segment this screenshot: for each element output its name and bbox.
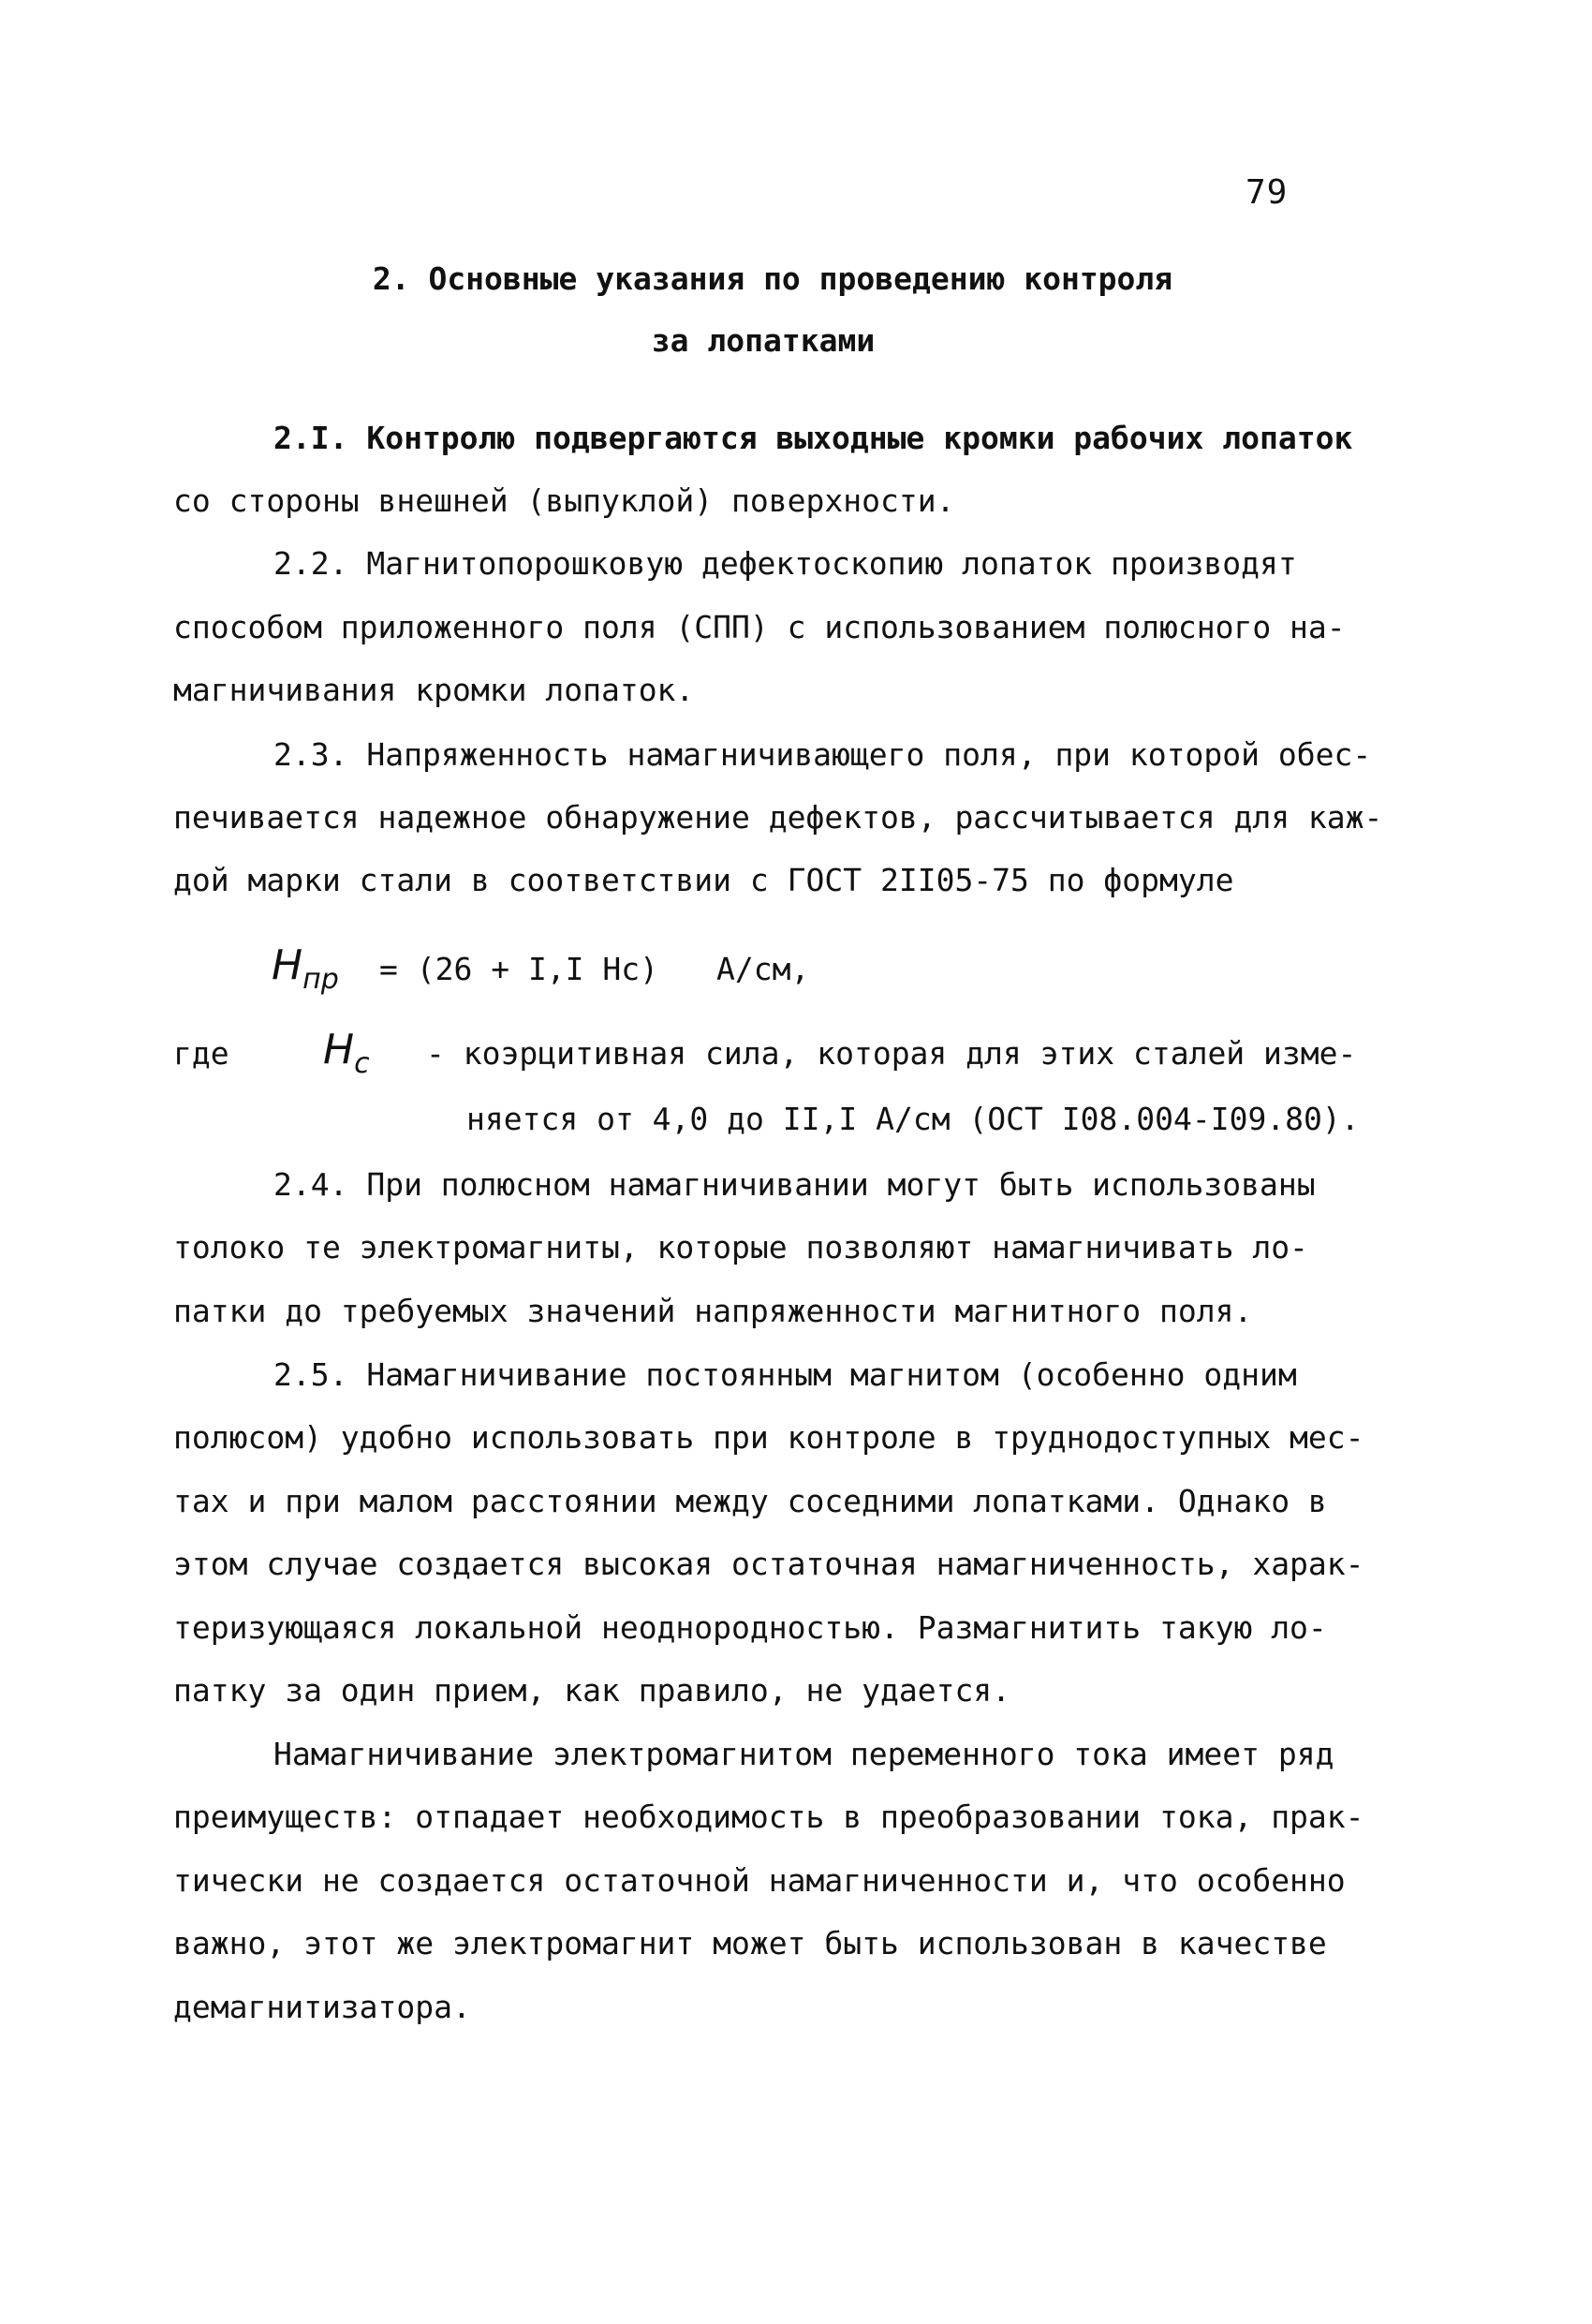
section-heading-continued: за лопатками	[651, 322, 876, 359]
legend-where-word: где	[173, 1035, 229, 1072]
paragraph-2-4-line-2: толоко те электромагниты, которые позволяют намагничивать ло-	[173, 1229, 1308, 1266]
paragraph-2-3-line-3: дой марки стали в соответствии с ГОСТ 2II05-75 по формуле	[173, 862, 1234, 898]
paragraph-2-4-line-1: 2.4. При полюсном намагничивании могут быть использованы	[273, 1166, 1316, 1203]
paragraph-6-line-1: Намагничивание электромагнитом переменного тока имеет ряд	[273, 1736, 1334, 1772]
page-number: 79	[1246, 173, 1289, 212]
legend-symbol: $H_c$	[323, 1026, 370, 1080]
paragraph-2-3-line-2: печивается надежное обнаружение дефектов, рассчитывается для каж-	[173, 799, 1383, 836]
paragraph-2-2-line-2: способом приложенного поля (СПП) с использованием полюсного на-	[173, 609, 1346, 645]
paragraph-6-line-4: важно, этот же электромагнит может быть использован в качестве	[173, 1925, 1327, 1961]
formula-unit: А/см,	[716, 951, 810, 987]
formula-block	[0, 941, 1592, 1007]
legend-description-line-2: няется от 4,0 до II,I А/см (ОСТ I08.004-I09.80).	[466, 1101, 1360, 1137]
paragraph-2-4-line-3: патки до требуемых значений напряженности магнитного поля.	[173, 1293, 1253, 1329]
paragraph-2-5-line-5: теризующаяся локальной неоднородностью. Размагнитить такую ло-	[173, 1609, 1327, 1646]
paragraph-2-5-line-2: полюсом) удобно использовать при контроле в труднодоступных мес-	[173, 1419, 1364, 1456]
paragraph-2-5-line-6: патку за один прием, как правило, не удается.	[173, 1672, 1011, 1709]
formula-expression: = (26 + I,I Hc)	[379, 951, 659, 987]
formula-legend	[0, 1026, 1592, 1138]
paragraph-2-1-line-2: со стороны внешней (выпуклой) поверхности.	[173, 482, 955, 519]
formula-subscript: пр	[302, 963, 339, 996]
paragraph-6-line-2: преимуществ: отпадает необходимость в преобразовании тока, прак-	[173, 1799, 1364, 1835]
paragraph-6-line-5: демагнитизатора.	[173, 1989, 471, 2025]
legend-subscript: c	[354, 1047, 370, 1080]
legend-description-line-1: - коэрцитивная сила, которая для этих сталей изме-	[426, 1035, 1357, 1072]
paragraph-6-line-3: тически не создается остаточной намагниченности и, что особенно	[173, 1862, 1346, 1899]
paragraph-2-5-line-4: этом случае создается высокая остаточная намагниченность, харак-	[173, 1546, 1364, 1582]
paragraph-2-1-line-1: 2.I. Контролю подвергаются выходные кромки рабочих лопаток	[273, 420, 1353, 456]
paragraph-2-5-line-1: 2.5. Намагничивание постоянным магнитом (особенно одним	[273, 1356, 1297, 1393]
paragraph-2-2-line-1: 2.2. Магнитопорошковую дефектоскопию лопаток производят	[273, 545, 1297, 582]
paragraph-2-2-line-3: магничивания кромки лопаток.	[173, 672, 695, 708]
paragraph-2-3-line-1: 2.3. Напряженность намагничивающего поля, при которой обес-	[273, 736, 1372, 773]
paragraph-2-5-line-3: тах и при малом расстоянии между соседними лопатками. Однако в	[173, 1483, 1327, 1519]
formula-symbol: $H_{пр}$	[272, 941, 339, 996]
section-heading: 2. Основные указания по проведению контроля	[372, 260, 1173, 297]
